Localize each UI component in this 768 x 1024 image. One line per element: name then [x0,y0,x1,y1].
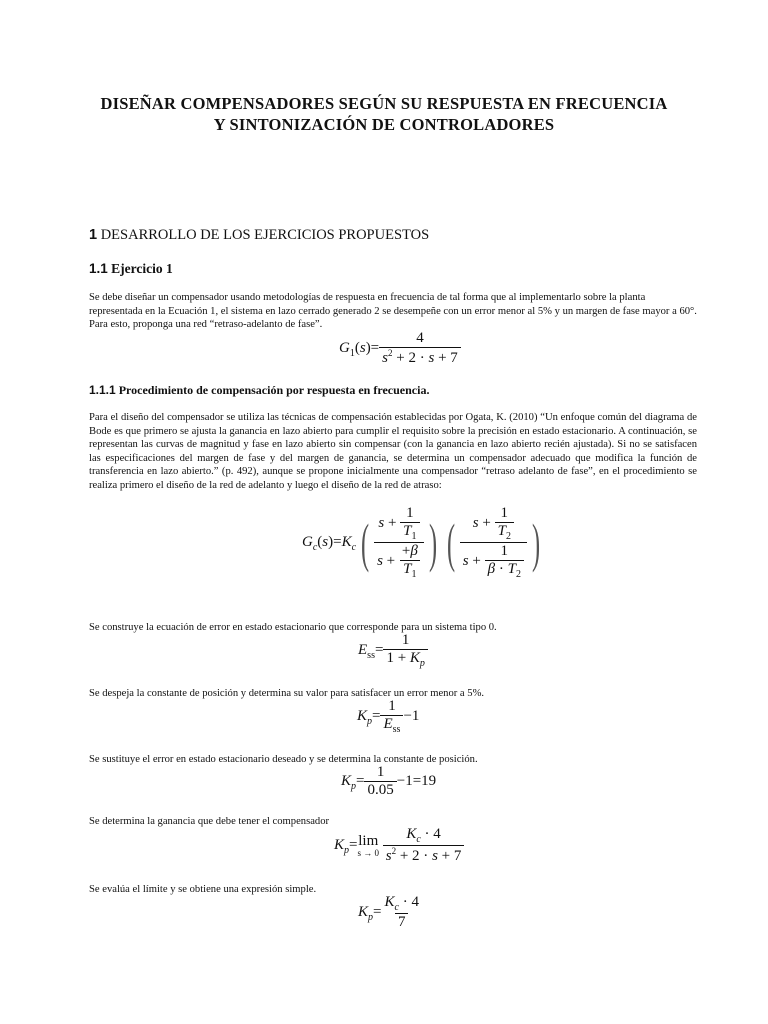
paragraph-procedure: Para el diseño del compensador se utiliza las técnicas de compensación establecidas por Ogata, K. (2010) “Un enfoque común del diagrama de Bode es que primero se ajusta la ganancia en lazo abierto para cumplir el requisito sobre la precisión en estado estacionario. A continuación, se representan las curvas de magnitud y fase en lazo abierto sin compensar (con la ganancia en lazo abierto recién ajustada). Si no se satisfacen las especificaciones del margen de fase y del margen de ganancia, se determina un compensador adecuado que modifica la función de transferencia en lazo abierto.” (p. 492), aunque se propone inicialmente una compensador “retraso adelanto de fase”, en el procedimiento se realiza primero el diseño de la red de adelanto y luego el diseño de la red de atraso: [89,412,697,491]
g1-numerator: 4 [416,330,424,346]
paragraph-error-equation: Se construye la ecuación de error en estado estacionario que corresponde para un sistema tipo 0. [89,622,497,633]
section-title: Procedimiento de compensación por respuesta en frecuencia. [118,383,430,397]
kp-denominator-value: 0.05 [364,781,396,799]
section-heading-1-1-1 [89,383,429,398]
kp-result: 19 [421,772,437,789]
equation-kp-limit: $K_p=$ lim s → 0 $\frac{K_c \cdot 4}{s^2 + 2 \cdot s + 7}$ [334,826,464,865]
paragraph-problem-statement: Se debe diseñar un compensador usando metodologías de respuesta en frecuencia de tal forma que al implementarlo sobre la planta representada en la Ecuación 1, el sistema en lazo cerrado generado 2 se desempeñe con un error menor al 5% y un margen de fase mayor a 60°. Para esto, proponga una red “retraso-adelanto de fase”. [89,292,697,331]
section-heading-1-1 [89,261,173,277]
g1-denominator: $s^2 + 2 \cdot s + 7$ [379,347,461,367]
document-title-line-1: DISEÑAR COMPENSADORES SEGÚN SU RESPUESTA EN FRECUENCIA [100,94,668,113]
equation-kp-simplified: $K_p=$ $\frac{K_c \cdot 4}{7}$ [358,894,419,930]
paragraph-position-constant: Se despeja la constante de posición y determina su valor para satisfacer un error menor a 5%. [89,688,485,699]
paragraph-substitute-error: Se sustituye el error en estado estacionario deseado y se determina la constante de posición. [89,754,478,765]
paragraph-compensator-gain: Se determina la ganancia que debe tener el compensador [89,816,330,827]
section-title: Ejercicio 1 [111,261,173,276]
equation-kp-expression: $K_p=$ $\frac{1}{E_{ss}}$ −1 [357,698,420,735]
equation-kp-value: $K_p=$ $\frac{1}{0.05}$ −1=19 [341,764,437,798]
section-heading-1 [89,227,429,244]
section-number: 1.1.1 [89,383,116,397]
kp-simplified-denominator: 7 [395,913,409,931]
paragraph-evaluate-limit: Se evalúa el límite y se obtiene una expresión simple. [89,884,317,895]
equation-steady-state-error: $E_{ss}=$ $\frac{1}{1 + K_p}$ [358,632,428,669]
section-title: DESARROLLO DE LOS EJERCICIOS PROPUESTOS [100,227,430,243]
section-number: 1 [89,227,98,243]
document-title-line-2: Y SINTONIZACIÓN DE CONTROLADORES [213,115,555,134]
equation-plant-g1: $G_1(s)=$ $\frac{4}{s^2 + 2 \cdot s + 7}$ [339,330,461,367]
section-number: 1.1 [89,261,108,276]
limit-subscript: s → 0 [357,848,379,858]
equation-compensator-gc: $G_c(s)=K_c$( s + $\frac{1}{T_1}$ s + $\frac{+\beta}{T_1}$ ) ( s + $\frac{1}{T_2}$ s + $\frac{1}{\beta \cdot T_2}$ ) [302,505,540,580]
